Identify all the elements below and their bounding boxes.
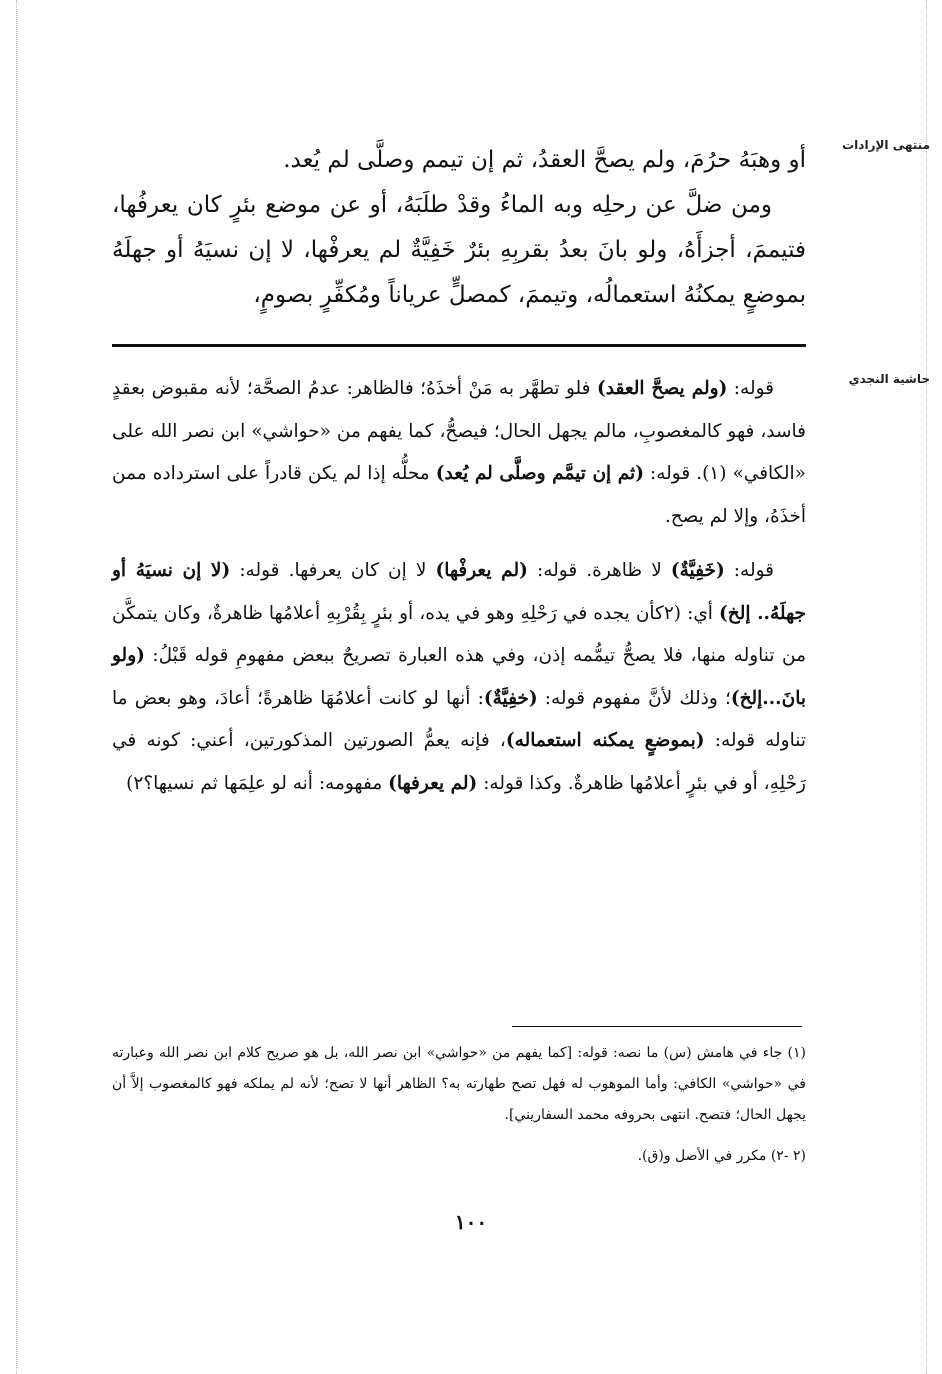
main-text [112,138,806,318]
footnote-2: (٢ -٢) مكرر في الأصل و(ق). [637,1148,806,1164]
commentary-text-run: : أنها لو كانت أعلامُهَا ظاهرةً؛ أعادَ، وهو بعض ما تناوله قوله: [112,687,806,751]
commentary-text-run: مفهومه: أنه لو علِمَها ثم نسيها؟ [143,772,389,794]
matn-source-label: منتهى الإرادات [842,138,930,152]
footnote-marker: (١) [702,463,727,484]
commentary-text-run: ، فإنه يعمُّ الصورتين المذكورتين، أعني: كونه في رَحْلِهِ، أو في بئرٍ أعلامُها ظاهرةٌ. وكذا قوله: [112,730,806,794]
quoted-phrase: (لا إن نسيَهُ أو جهلَهُ.. إلخ) [112,560,806,624]
commentary-text-run: قوله: [724,560,774,581]
margin-guide-right [926,0,927,1374]
main-text-line: أو وهبَهُ حرُمَ، ولم يصحَّ العقدُ، ثم إن تيمم وصلَّى لم يُعد. [283,147,806,173]
commentary-paragraph-2 [112,550,806,805]
quoted-phrase: (ولو بانَ...إلخ) [112,645,806,709]
quoted-phrase: (خَفِيَّةٌ) [670,560,725,581]
quoted-phrase: (لم يعرفها) [388,772,478,794]
commentary-text-run: ؛ وذلك لأنَّ مفهوم قوله: [537,687,731,709]
commentary-text-run: لا إن كان يعرفها. قوله: [230,560,436,581]
quoted-phrase: (خفِيَّةٌ) [483,687,538,709]
page-number: ١٠٠ [454,1210,488,1234]
footnote-1: (١) جاء في هامش (س) ما نصه: قوله: [كما يفهم من «حواشي» ابن نصر الله، بل هو صريح كلام ابن نصر الله وعبارته في «حواشي» الكافي: وأما الموهوب له فهل تصح طهارته به؟ الظاهر أنها لا تصح؛ لأنه لم يملكه فهو كالمغصوب إلاَّ أن يجهل الحال؛ فتصح. انتهى بحروفه محمد السفاريني]. [112,1045,806,1123]
commentary-text-run: أي: [681,602,719,624]
commentary-text-run: قوله: [727,378,774,399]
commentary-text [112,368,806,805]
footnote-marker: ٢) [126,772,144,794]
commentary-text-run: . قوله: [643,463,703,484]
quoted-phrase: (ثم إن تيمَّم وصلَّى لم يُعد) [435,463,644,484]
footnote-marker: (٢ [663,602,682,624]
quoted-phrase: (ولم يصحَّ العقد) [597,378,728,399]
commentary-text-run: كأن يجده في رَحْلِهِ وهو في يده، أو بئرٍ بِقُرْبِهِ أعلامُها ظاهرةٌ، وكان يتمكَّن من تناوله منها، فلا يصحُّ تيمُّمه إذن، وفي هذه العبارة تصريحٌ ببعض مفهومِ قوله قَبْلُ: [112,602,806,666]
margin-guide-left [16,0,17,1374]
section-divider [112,344,806,347]
commentary-paragraph-1 [112,368,806,538]
quoted-phrase: (بموضعٍ يمكنه استعماله) [505,730,705,751]
hashiya-source-label: حاشية النجدي [848,372,930,386]
commentary-text-run: محلُّه إذا لم يكن قادراً على استرداده ممن أخذَهُ، وإلا لم يصح. [112,463,806,527]
footnote-divider [512,1026,802,1027]
commentary-text-run: فلو تطهَّر به مَنْ أخذَهُ؛ فالظاهر: عدمُ الصحَّة؛ لأنه مقبوض بعقدٍ فاسد، فهو كالمغصوبِ، مالم يجهل الحال؛ فيصحُّ، كما يفهم من «حواشي» ابن نصر الله على «الكافي» [112,378,806,484]
main-text-paragraph: ومن ضلَّ عن رحلِه وبه الماءُ وقدْ طلَبَهُ، أو عن موضع بئرٍ كان يعرفُها، فتيممَ، أجزأَهُ، ولو بانَ بعدُ بقربِهِ بئرٌ خَفِيَّةٌ لم يعرفْها، لا إن نسيَهُ أو جهلَهُ بموضعٍ يمكنُهُ استعمالُه، وتيممَ، كمصلٍّ عرياناً ومُكفِّرٍ بصومٍ، [112,192,807,308]
commentary-text-run: لا ظاهرة. قوله: [527,560,671,581]
footnotes [112,1038,806,1172]
quoted-phrase: (لم يعرفْها) [435,560,528,581]
